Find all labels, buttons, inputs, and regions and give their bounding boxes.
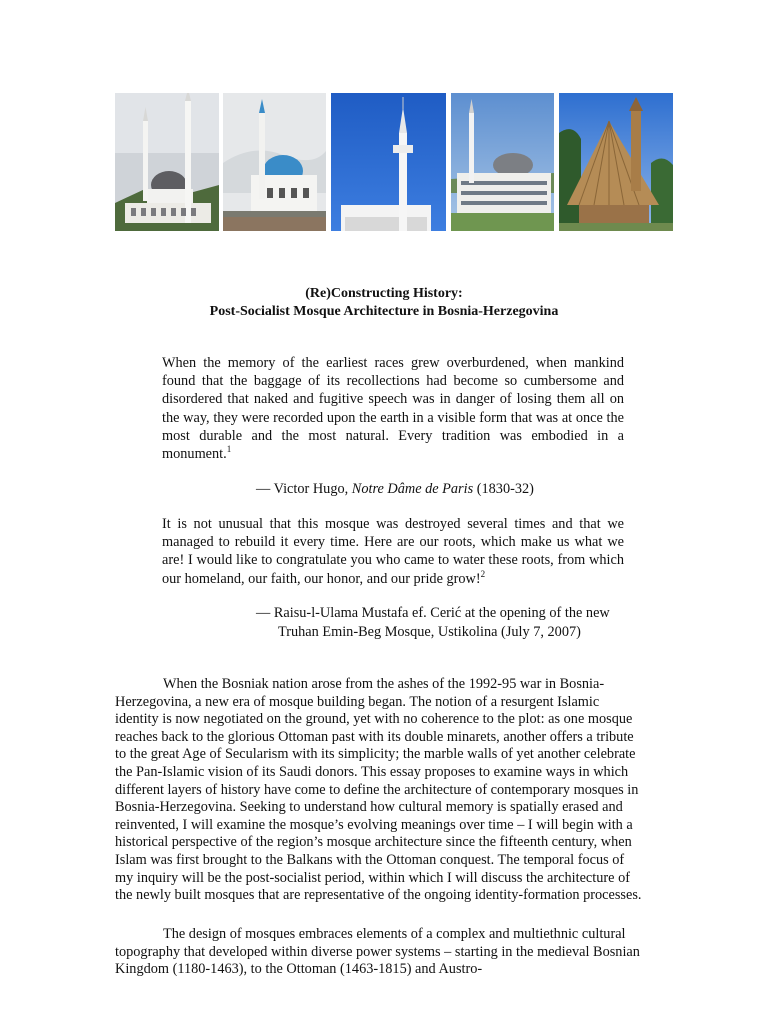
mosque-photo-2 bbox=[223, 93, 326, 231]
epigraph-hugo bbox=[162, 354, 624, 463]
body-paragraph-2: The design of mosques embraces elements of a complex and multiethnic cultural topography that developed within diverse power systems – starting in the medieval Bosnian Kingdom (1180-1463), to the Ottoman (1463-1815) and Austro- bbox=[115, 926, 640, 978]
footnote-marker-1[interactable]: 1 bbox=[226, 444, 232, 455]
epigraph-hugo-attribution bbox=[256, 480, 534, 499]
epigraph-ceric-attribution bbox=[256, 604, 610, 642]
epigraph-hugo-text: When the memory of the earliest races grew overburdened, when mankind found that the baggage of its recollections had become so cumbersome and disordered that naked and fugitive speech was in danger of losing them all on the way, they were recorded upon the earth in a visible form that was at once the most durable and the most natural. Every tradition was embodied in a monument. bbox=[162, 355, 624, 463]
title-line-1: (Re)Constructing History: bbox=[305, 286, 463, 301]
work-title: Notre Dâme de Paris bbox=[351, 481, 474, 497]
mosque-photo-1 bbox=[115, 93, 219, 231]
mosque-photo-3 bbox=[331, 93, 446, 231]
attribution-line-1: — Raisu-l-Ulama Mustafa ef. Cerić at the opening of the new bbox=[256, 605, 610, 621]
mosque-photo-5 bbox=[559, 93, 673, 231]
body-paragraph-1: When the Bosniak nation arose from the ashes of the 1992-95 war in Bosnia-Herzegovina, a new era of mosque building began. The notion of a resurgent Islamic identity is now negotiated on the ground, yet with no coherence to the plot: as one mosque reaches back to the glorious Ottoman past with its double minarets, another offers a tribute to the great Age of Secularism with its simplicity; the marble walls of yet another celebrate the Pan-Islamic vision of its Saudi donors. This essay proposes to examine ways in which different layers of history have come to define the architecture of contemporary mosques in Bosnia-Herzegovina. Seeking to understand how cultural memory is spatially erased and reinvented, I will examine the mosque’s evolving meanings over time – I will begin with a historical perspective of the region’s mosque architecture since the fifteenth century, when Islam was first brought to the Balkans with the Ottoman conquest. The temporal focus of my inquiry will be the post-socialist period, within which I will discuss the architecture of the newly built mosques that are representative of the ongoing identity-formation processes. bbox=[115, 676, 642, 904]
photo-strip bbox=[115, 93, 673, 231]
attribution-prefix: — Victor Hugo, bbox=[256, 481, 352, 497]
epigraph-ceric-text: It is not unusual that this mosque was destroyed several times and that we managed to rebuild it every time. Here are our roots, which make us what we are! I would like to congratulate you who came to water these roots, from which our homeland, our faith, our honor, and our pride grow! bbox=[162, 516, 624, 587]
attribution-line-2: Truhan Emin-Beg Mosque, Ustikolina (July 7, 2007) bbox=[278, 624, 581, 640]
mosque-photo-4 bbox=[451, 93, 554, 231]
attribution-suffix: (1830-32) bbox=[473, 481, 534, 497]
footnote-marker-2[interactable]: 2 bbox=[480, 568, 486, 579]
title-line-2: Post-Socialist Mosque Architecture in Bosnia-Herzegovina bbox=[209, 304, 559, 319]
epigraph-ceric bbox=[162, 515, 624, 588]
